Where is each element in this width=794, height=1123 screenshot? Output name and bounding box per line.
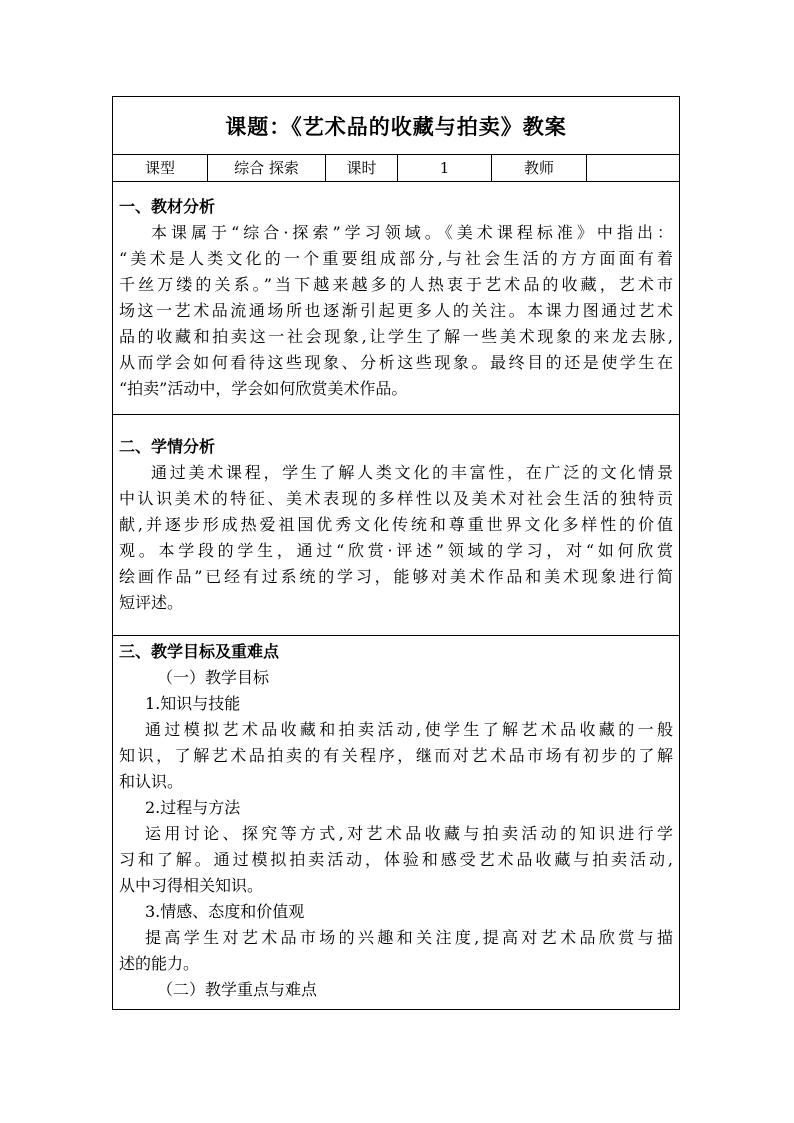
paragraph-line: 场这一艺术品流通场所也逐渐引起更多人的关注。本课力图通过艺术 [119,301,673,320]
paragraph-line: 通过美术课程，学生了解人类文化的丰富性，在广泛的文化情景 [151,463,673,482]
meta-row [113,154,679,182]
paragraph-line: 和认识。 [119,772,184,791]
paragraph-line: 知识，了解艺术品拍卖的有关程序，继而对艺术品市场有初步的了解 [119,746,673,765]
objective-item-title: 3.情感、态度和价值观 [145,902,305,921]
section-heading: 三、教学目标及重难点 [119,642,280,661]
teacher-label: 教师 [492,154,587,181]
section-textbook-analysis [113,182,679,415]
hours-label: 课时 [326,154,398,181]
paragraph-line: 绘画作品”已经有过系统的学习，能够对美术作品和美术现象进行简 [119,567,673,586]
paragraph-line: 从而学会如何看待这些现象、分析这些现象。最终目的还是使学生在 [119,353,673,372]
paragraph-line: 本课属于“综合·探索”学习领域。《美术课程标准》中指出： [151,223,673,242]
course-type-label: 课型 [113,154,208,181]
section-student-analysis [113,416,679,636]
paragraph-line: 提高学生对艺术品市场的兴趣和关注度,提高对艺术品欣赏与描 [145,928,673,947]
paragraph-line: 述的能力。 [119,954,200,973]
section-heading: 二、学情分析 [119,437,216,456]
lesson-plan-table [112,96,680,1010]
paragraph-line: 中认识美术的特征、美术表现的多样性以及美术对社会生活的独特贡 [119,489,673,508]
teacher-value [587,154,679,181]
paragraph-line: 品的收藏和拍卖这一社会现象,让学生了解一些美术现象的来龙去脉, [119,327,673,346]
paragraph-line: 运用讨论、探究等方式,对艺术品收藏与拍卖活动的知识进行学 [145,824,673,843]
course-type-value: 综合 探索 [208,154,326,181]
subsection-heading: （一）教学目标 [157,668,270,687]
subsection-heading: （二）教学重点与难点 [157,980,318,999]
paragraph-line: 习和了解。通过模拟拍卖活动，体验和感受艺术品收藏与拍卖活动, [119,850,673,869]
paragraph-line: 短评述。 [119,593,184,612]
section-teaching-objectives [113,637,679,1009]
objective-item-title: 1.知识与技能 [145,694,241,713]
paragraph-line: 从中习得相关知识。 [119,876,264,895]
paragraph-line: “美术是人类文化的一个重要组成部分,与社会生活的方方面面有着 [119,249,673,268]
objective-item-title: 2.过程与方法 [145,798,241,817]
paragraph-line: 千丝万缕的关系。”当下越来越多的人热衷于艺术品的收藏，艺术市 [119,275,673,294]
section-heading: 一、教材分析 [119,197,216,216]
paragraph-line: 通过模拟艺术品收藏和拍卖活动,使学生了解艺术品收藏的一般 [145,720,673,739]
paragraph-line: “拍卖”活动中，学会如何欣赏美术作品。 [119,379,408,398]
hours-value: 1 [398,154,492,181]
page-title: 课题：《艺术品的收藏与拍卖》教案 [113,97,679,155]
paragraph-line: 观。本学段的学生，通过“欣赏·评述”领域的学习，对“如何欣赏 [119,541,673,560]
paragraph-line: 献,并逐步形成热爱祖国优秀文化传统和尊重世界文化多样性的价值 [119,515,673,534]
